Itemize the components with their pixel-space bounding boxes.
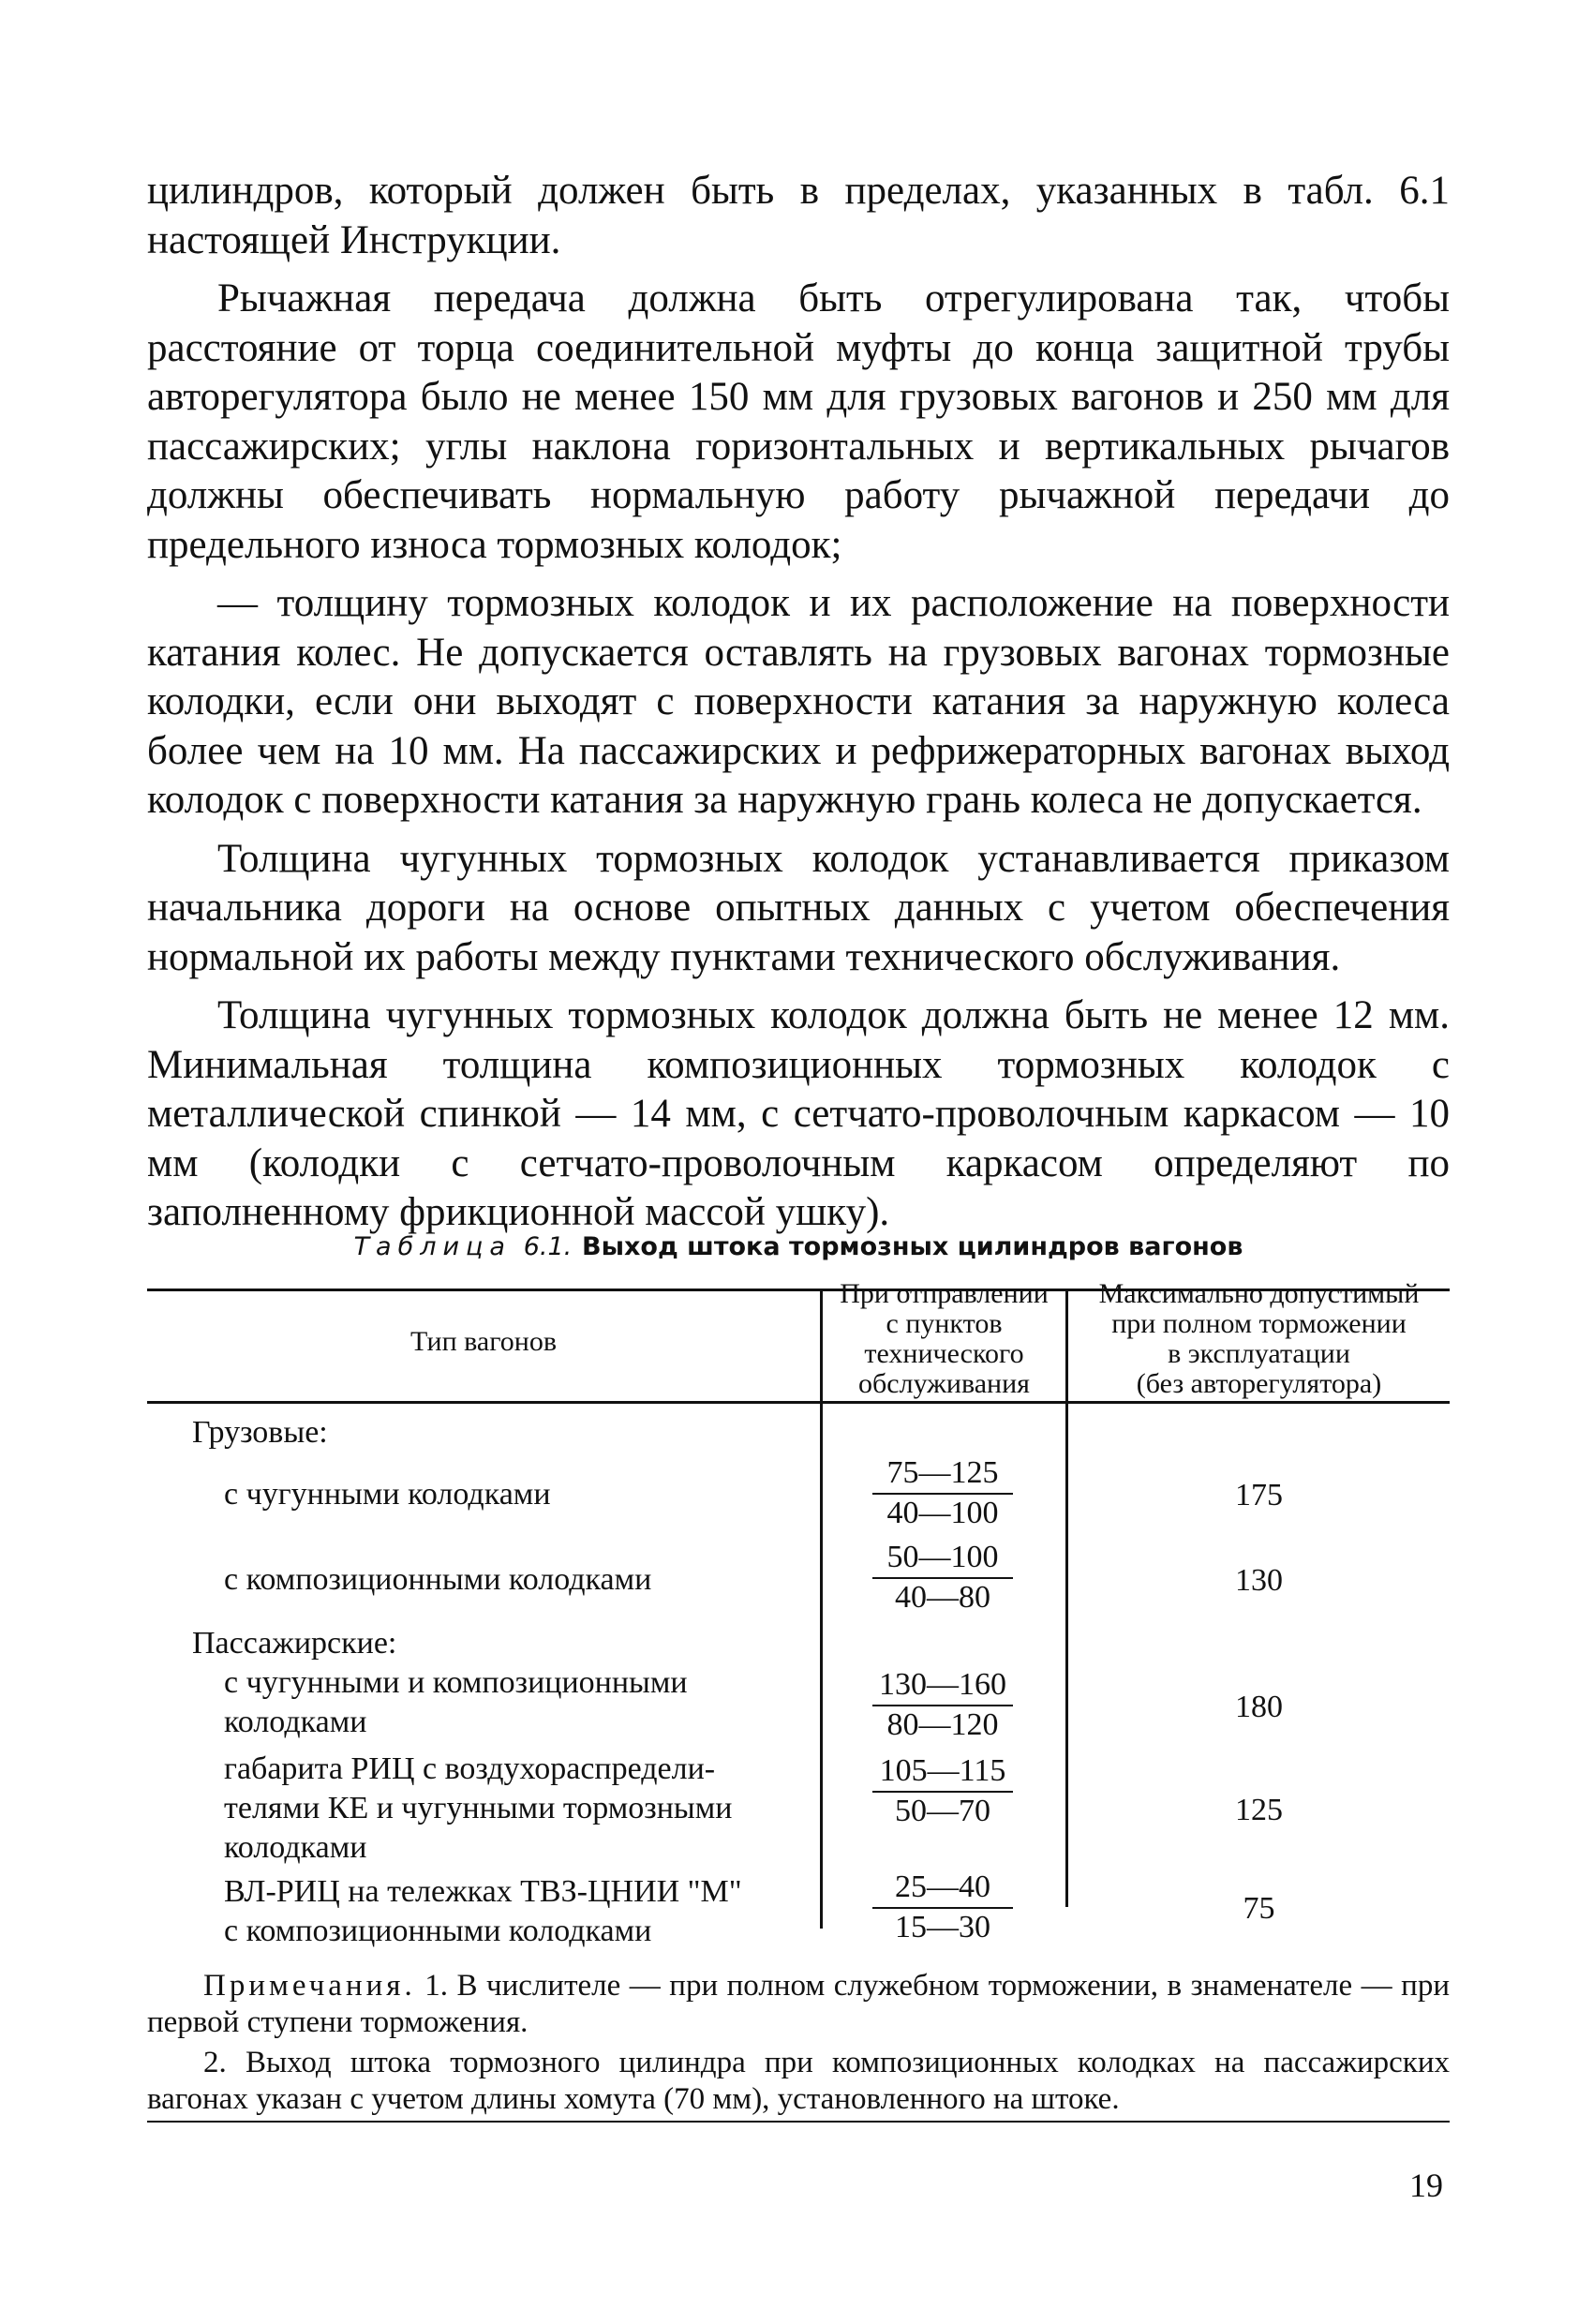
table-notes [147,1968,1450,2122]
note-1-text: 1. В числителе — при полном служебном торможении, в знаменателе — при первой ступени торможения. [147,1969,1450,2039]
fraction-numerator: 50—100 [872,1539,1013,1579]
table-row-type [224,1872,814,1951]
paragraph-4: Толщина чугунных тормозных колодок устанавливается приказом начальника дороги на основе опытных данных с учетом обеспечения нормальной их работы между пунктами технического обслуживания. [147,836,1450,979]
table-row-type-line: колодками [224,1705,367,1739]
table-row-fraction [872,1869,1013,1946]
paragraph-3: — толщину тормозных колодок и их расположение на поверхности катания колес. Не допускается оставлять на грузовых вагонах тормозные колодки, если они выходят с поверхности катания за наружную колеса более чем на 10 мм. На пассажирских и рефрижераторных вагонах выход колодок с поверхности катания за наружную грань колеса не допускается. [147,581,1450,822]
header-dispatch [823,1279,1065,1399]
table-row-type-line: колодками [224,1830,367,1865]
fraction-numerator: 105—115 [872,1752,1013,1793]
table-row-max: 175 [1235,1478,1283,1512]
table-header-rule [147,1401,1450,1404]
group-freight: Грузовые: [192,1415,328,1450]
fraction-numerator: 75—125 [872,1454,1013,1495]
fraction-denominator: 80—120 [886,1707,999,1742]
header-dispatch-line: технического [864,1338,1024,1369]
footer-rule [147,2121,1450,2123]
header-max-line: Максимально допустимый [1098,1278,1420,1309]
fraction-numerator: 25—40 [872,1869,1013,1909]
fraction-denominator: 15—30 [895,1910,990,1944]
header-dispatch-line: обслуживания [858,1368,1030,1399]
header-type: Тип вагонов [409,1326,558,1357]
header-max-line: в эксплуатации [1168,1338,1350,1369]
header-dispatch-line: При отправлении [840,1278,1049,1309]
brake-rod-table [147,1274,1450,1966]
table-row-type-line: габарита РИЦ с воздухораспредели- [224,1751,716,1786]
notes-label: Примечания. [203,1969,416,2003]
table-row-type-line: телями КЕ и чугунными тормозными [224,1791,733,1825]
paragraph-5: Толщина чугунных тормозных колодок должна быть не менее 12 мм. Минимальная толщина композиционных тормозных колодок с металлической спинкой — 14 мм, с сетчато-проволочным каркасом — 10 мм (колодки с сетчато-проволочным каркасом определяют по заполненному фрикционной массой ушку). [147,993,1450,1234]
table-caption-text: Выход штока тормозных цилиндров вагонов [582,1232,1243,1261]
table-row-fraction [872,1539,1013,1616]
header-dispatch-line: с пунктов [886,1308,1003,1339]
body-text [147,167,1450,1247]
table-row-type: с композиционными колодками [224,1562,652,1597]
fraction-numerator: 130—160 [872,1666,1013,1706]
table-row-type-line: ВЛ-РИЦ на тележках ТВЗ-ЦНИИ "М" [224,1874,742,1909]
table-row-type [224,1663,814,1742]
table-row-fraction [872,1752,1013,1830]
page-number: 19 [1409,2167,1443,2204]
note-1 [147,1968,1450,2041]
table-row-type-line: с чугунными и композиционными [224,1665,688,1700]
table-row-fraction [872,1454,1013,1532]
table-row-type-line: с композиционными колодками [224,1914,652,1948]
table-row-max: 130 [1235,1563,1283,1598]
table-row-type [224,1750,814,1868]
header-max-line: при полном торможении [1111,1308,1407,1339]
table-caption [147,1228,1450,1266]
paragraph-2: Рычажная передача должна быть отрегулирована так, чтобы расстояние от торца соединительной муфты до конца защитной трубы авторегулятора было не менее 150 мм для грузовых вагонов и 250 мм для пассажирских; углы наклона горизонтальных и вертикальных рычагов должны обеспечивать нормальную работу рычажной передачи до предельного износа тормозных колодок; [147,276,1450,567]
group-passenger: Пассажирские: [192,1626,397,1661]
header-max-line: (без авторегулятора) [1136,1368,1382,1399]
table-row-type: с чугунными колодками [224,1477,551,1512]
table-row-max: 75 [1243,1891,1275,1926]
table-row-max: 125 [1235,1793,1283,1827]
header-max [1068,1279,1450,1399]
fraction-denominator: 40—80 [895,1580,990,1615]
note-2: 2. Выход штока тормозного цилиндра при композиционных колодках на пассажирских вагонах указан с учетом длины хомута (70 мм), установленного на штоке. [147,2046,1450,2116]
table-caption-number: 6.1. [523,1232,573,1261]
table-caption-label: Таблица [353,1232,512,1261]
table-row-fraction [872,1666,1013,1744]
paragraph-1: цилиндров, который должен быть в пределах, указанных в табл. 6.1 настоящей Инструкции. [147,169,1450,262]
fraction-denominator: 50—70 [895,1794,990,1828]
table-row-max: 180 [1235,1690,1283,1724]
fraction-denominator: 40—100 [886,1496,999,1530]
